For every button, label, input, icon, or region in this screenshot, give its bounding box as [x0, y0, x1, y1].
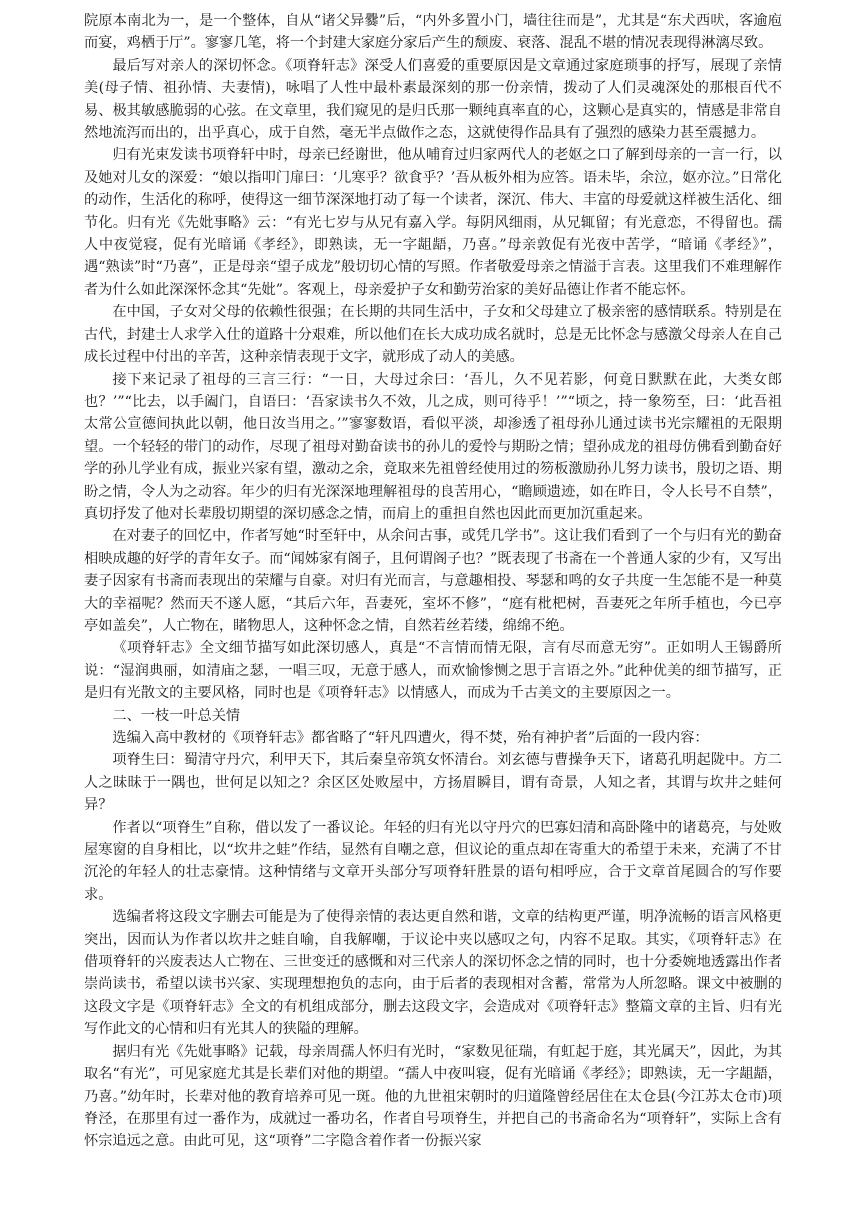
paragraph-9: 选编入高中教材的《项脊轩志》都省略了“轩凡四遭火，得不焚，殆有神护者”后面的一段内容： [112, 730, 709, 746]
paragraph-12: 选编者将这段文字删去可能是为了使得亲情的表达更自然和谐，文章的结构更严谨，明净流畅的语言风格更突出，因而认为作者以坎井之蛙自喻，自我解嘲，于议论中夹以感叹之句，内容不足取。其实，《项脊轩志》在借项脊轩的兴废表达人亡物在、三世变迁的感慨和对三代亲人的深切怀念之情的同时，也十分委婉地透露出作者崇尚读书，希望以读书兴家、实现理想抱负的志向，由于后者的表现相对含蓄，常常为人所忽略。课文中被删的这段文字是《项脊轩志》全文的有机组成部分，删去这段文字，会造成对《项脊轩志》整篇文章的主旨、归有光写作此文的心情和归有光其人的狭隘的理解。 [84, 909, 782, 1038]
paragraph-3: 归有光束发读书项脊轩中时，母亲已经谢世，他从哺育过归家两代人的老妪之口了解到母亲的一言一行，以及她对儿女的深爱：“娘以指叩门扉曰：‘儿寒乎？欲食乎？’吾从板外相为应答。语未毕，余泣，妪亦泣。”日常化的动作，生活化的称呼，使得这一细节深深地打动了每一个读者，深沉、伟大、丰富的母爱就这样被生活化、细节化。归有光《先妣事略》云：“有光七岁与从兄有嘉入学。每阴风细雨，从兄辄留；有光意恋，不得留也。孺人中夜觉寝，促有光暗诵《孝经》，即熟读，无一字龃龉，乃喜。”母亲敦促有光夜中苦学，“暗诵《孝经》”，遇“熟读”时“乃喜”，正是母亲“望子成龙”般切切心情的写照。作者敬爱母亲之情溢于言表。这里我们不难理解作者为什么如此深深怀念其“先妣”。客观上，母亲爱护子女和勤劳治家的美好品德让作者不能忘怀。 [84, 147, 782, 298]
section-heading: 二、一枝一叶总关情 [112, 707, 241, 724]
paragraph-5: 接下来记录了祖母的三言三行：“一日，大母过余曰：‘吾儿，久不见若影，何竟日默默在此，大类女郎也？’”“比去，以手阖门，自语曰：‘吾家读书久不效，儿之成，则可待乎！’”“顷之，持一象笏至，曰：‘此吾祖太常公宣德间执此以朝，他日汝当用之。’”寥寥数语，看似平淡，却渗透了祖母孙儿通过读书光宗耀祖的无限期望。一个轻轻的带门的动作，尽现了祖母对勤奋读书的孙儿的爱怜与期盼之情；望孙成龙的祖母仿佛看到勤奋好学的孙儿学业有成，振业兴家有望，激动之余，竟取来先祖曾经使用过的笏板激励孙儿努力读书，殷切之语、期盼之情，令人为之动容。年少的归有光深深地理解祖母的良苦用心，“瞻顾遗迹，如在昨日，令人长号不自禁”，真切抒发了他对长辈殷切期望的深切感念之情，而肩上的重担自然也因此而更加沉重起来。 [84, 371, 782, 522]
paragraph-6: 在对妻子的回忆中，作者写她“时至轩中，从余问古事，或凭几学书”。这让我们看到了一个与归有光的勤奋相映成趣的好学的青年女子。而“闻姊家有阁子，且何谓阁子也？”既表现了书斋在一个普通人家的少有，又写出妻子因家有书斋而表现出的荣耀与自豪。对归有光而言，与意趣相投、琴瑟和鸣的女子共度一生怎能不是一种莫大的幸福呢？然而天不遂人愿，“其后六年，吾妻死，室坏不修”，“庭有枇杷树，吾妻死之年所手植也，今已亭亭如盖矣”，人亡物在，睹物思人，这种怀念之情，自然若丝若缕，绵绵不绝。 [84, 528, 782, 634]
paragraph-1: 院原本南北为一，是一个整体，自从“诸父异爨”后，“内外多置小门，墙往往而是”，尤其是“东犬西吠，客逾庖而宴，鸡栖于厅”。寥寥几笔，将一个封建大家庭分家后产生的颓废、衰落、混乱不堪的情况表现得淋漓尽致。 [84, 13, 782, 52]
paragraph-13: 据归有光《先妣事略》记载，母亲周孺人怀归有光时，“家数见征瑞，有虹起于庭，其光属天”，因此，为其取名“有光”，可见家庭尤其是长辈们对他的期望。“孺人中夜叫寝，促有光暗诵《孝经》；即熟读，无一字龃龉，乃喜。”幼年时，长辈对他的教育培养可见一斑。他的九世祖宋朝时的归道隆曾经居住在太仓县(今江苏太仓市)项脊泾，在那里有过一番作为，成就过一番功名，作者自号项脊生，并把自己的书斋命名为“项脊轩”，实际上含有怀宗追远之意。由此可见，这“项脊”二字隐含着作者一份振兴家 [84, 1043, 782, 1150]
paragraph-11: 作者以“项脊生”自称，借以发了一番议论。年轻的归有光以守丹穴的巴寡妇清和高卧隆中的诸葛亮，与处败屋寒窗的自身相比，以“坎井之蛙”作结，显然有自嘲之意，但议论的重点却在寄重大的希望于未来，充满了不甘沉沦的年轻人的壮志豪情。这种情绪与文章开头部分写项脊轩胜景的语句相呼应，合于文章首尾圆合的写作要求。 [84, 819, 782, 903]
paragraph-4: 在中国，子女对父母的依赖性很强；在长期的共同生活中，子女和父母建立了极亲密的感情联系。特别是在古代，封建士人求学入仕的道路十分艰难，所以他们在长大成功成名就时，总是无比怀念与感激父母亲人在自己成长过程中付出的辛苦，这种亲情表现于文字，就形成了动人的美感。 [84, 304, 782, 366]
quoted-passage: 项脊生曰：蜀清守丹穴，利甲天下，其后秦皇帝筑女怀清台。刘玄德与曹操争天下，诸葛孔明起陇中。方二人之昧昧于一隅也，世何足以知之？余区区处败屋中，方扬眉瞬目，谓有奇景，人知之者，其谓与坎井之蛙何异？ [84, 752, 782, 814]
paragraph-2: 最后写对亲人的深切怀念。《项脊轩志》深受人们喜爱的重要原因是文章通过家庭琐事的抒写，展现了亲情美(母子情、祖孙情、夫妻情)，咏唱了人性中最朴素最深刻的那一份亲情，拨动了人们灵魂深处的那根百代不易、极其敏感脆弱的心弦。在文章里，我们窥见的是归氏那一颗纯真率直的心，这颗心是真实的，情感是非常自然地流泻而出的，出乎真心，成于自然，毫无半点做作之态，这就使得作品具有了强烈的感染力甚至震撼力。 [84, 57, 782, 142]
paragraph-7: 《项脊轩志》全文细节描写如此深切感人，真是“不言情而情无限，言有尽而意无穷”。正如明人王锡爵所说：“湿润典丽，如清庙之瑟，一唱三叹，无意于感人，而欢愉惨恻之思于言语之外。”此种优美的细节描写，正是归有光散文的主要风格，同时也是《项脊轩志》以情感人，而成为千古美文的主要原因之一。 [84, 640, 782, 702]
